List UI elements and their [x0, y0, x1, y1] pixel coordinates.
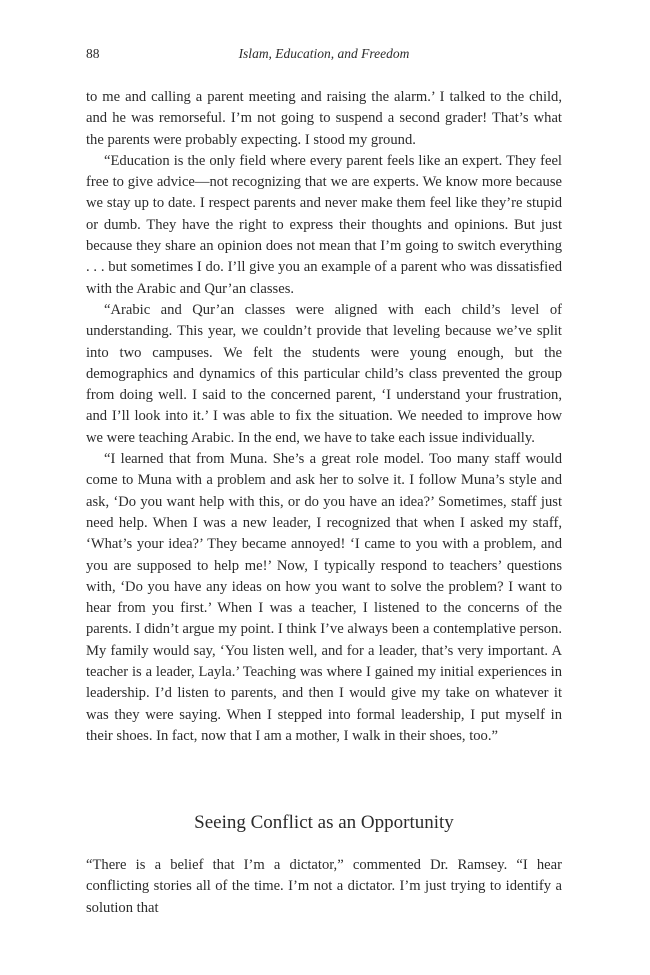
paragraph: to me and calling a parent meeting and raising the alarm.’ I talked to the child, and he was remorseful. I’m not going to suspend a second grader! That’s what the parents were probably expecting. I stood my ground. [86, 89, 562, 148]
running-title: Islam, Education, and Freedom [238, 46, 410, 61]
body-text [86, 87, 562, 747]
page-number: 88 [86, 46, 100, 61]
paragraph: “Arabic and Qur’an classes were aligned with each child’s level of understanding. This year, we couldn’t provide that leveling because we’ve split into two campuses. We felt the students were young enough, but the demographics and dynamics of this particular child’s class prevented the group from doing well. I said to the concerned parent, ‘I understand your frustration, and I’ll look into it.’ I was able to fix the situation. We needed to improve how we were teaching Arabic. In the end, we have to take each issue individually. [86, 301, 562, 446]
paragraph: “There is a belief that I’m a dictator,” commented Dr. Ramsey. “I hear conflicting stories all of the time. I’m not a dictator. I’m just trying to identify a solution that [86, 857, 562, 916]
paragraph: “I learned that from Muna. She’s a great role model. Too many staff would come to Muna with a problem and ask her to solve it. I follow Muna’s style and ask, ‘Do you want help with this, or do you have an idea?’ Sometimes, staff just need help. When I was a new leader, I recognized that when I asked my staff, ‘What’s your idea?’ They became annoyed! ‘I came to you with a problem, and you are supposed to help me!’ Now, I typically respond to teachers’ questions with, ‘Do you have any ideas on how you want to solve the problem? I want to hear from you first.’ When I was a teacher, I listened to the concerns of the parents. I didn’t argue my point. I think I’ve always been a contemplative person. My family would say, ‘You listen well, and for a leader, that’s very important. A teacher is a leader, Layla.’ Teaching was where I gained my initial experiences in leadership. I’d listen to parents, and then I would give my take on whatever it was they were saying. When I stepped into formal leadership, I put myself in their shoes. In fact, now that I am a mother, I walk in their shoes, too.” [86, 451, 562, 744]
section-heading: Seeing Conflict as an Opportunity [194, 812, 454, 833]
running-head [86, 44, 562, 64]
section-text [86, 855, 562, 919]
paragraph: “Education is the only field where every parent feels like an expert. They feel free to give advice—not recognizing that we are experts. We know more because we stay up to date. I respect parents and never make them feel like they’re stupid or dumb. They have the right to express their thoughts and opinions. But just because they share an opinion does not mean that I’m going to switch everything . . . but sometimes I do. I’ll give you an example of a parent who was dissatisfied with the Arabic and Qur’an classes. [86, 152, 562, 297]
